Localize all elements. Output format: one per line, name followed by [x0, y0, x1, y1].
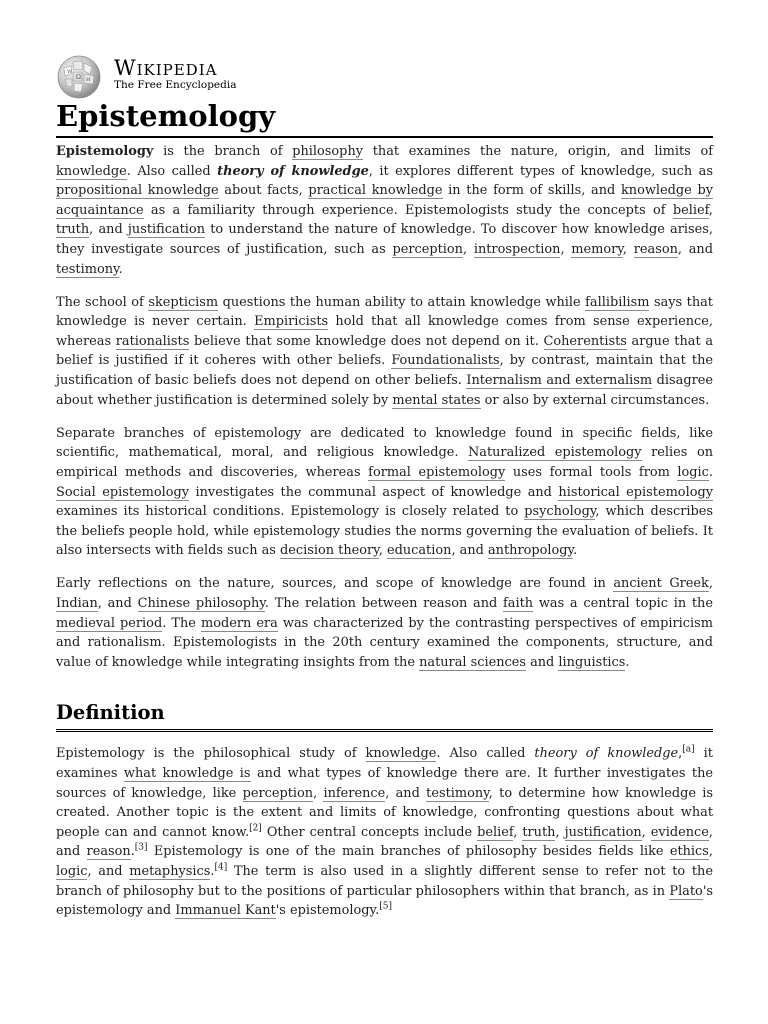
- link-immanuel-kant[interactable]: Immanuel Kant: [175, 903, 276, 919]
- bold-italic-term: theory of knowledge: [217, 163, 369, 179]
- citation-5[interactable]: [5]: [379, 901, 392, 912]
- citation-3[interactable]: [3]: [134, 843, 148, 854]
- link-modern-era[interactable]: modern era: [200, 615, 278, 631]
- link-knowledge[interactable]: knowledge: [56, 163, 127, 179]
- link-education[interactable]: education: [386, 543, 452, 559]
- link-natural-sciences[interactable]: natural sciences: [419, 654, 526, 670]
- paragraph: Separate branches of epistemology are dedicated to knowledge found in specific fields, like scientific, mathematical, moral, and religious knowledge. Naturalized epistemology relies on empirical methods and discoveries, whereas formal epistemology uses formal tools from logic. Social epistemology investigates the communal aspect of knowledge and historical epistemology examines its historical conditions. Epistemology is closely related to psychology, which describes the beliefs people hold, while epistemology studies the norms governing the evaluation of beliefs. It also intersects with fields such as decision theory, education, and anthropology.: [56, 425, 714, 559]
- link-medieval-period[interactable]: medieval period: [56, 615, 163, 631]
- link-formal-epistemology[interactable]: formal epistemology: [368, 464, 506, 480]
- wikipedia-globe-icon[interactable]: [56, 54, 102, 100]
- link-linguistics[interactable]: linguistics: [558, 654, 626, 670]
- link-truth[interactable]: truth: [522, 824, 556, 840]
- link-introspection[interactable]: introspection: [473, 241, 561, 257]
- citation-4[interactable]: [4]: [214, 862, 228, 873]
- link-testimony[interactable]: testimony: [426, 785, 489, 801]
- link-faith[interactable]: faith: [503, 595, 534, 611]
- link-knowledge-by-acquaintance[interactable]: knowledge by acquaintance: [56, 183, 713, 218]
- link-metaphysics[interactable]: metaphysics: [129, 863, 211, 879]
- link-fallibilism[interactable]: fallibilism: [585, 294, 650, 310]
- link-reason[interactable]: reason: [86, 844, 131, 860]
- link-chinese-philosophy[interactable]: Chinese philosophy: [137, 595, 265, 611]
- link-social-epistemology[interactable]: Social epistemology: [56, 484, 190, 500]
- link-inference[interactable]: inference: [323, 785, 386, 801]
- link-ancient-greek[interactable]: ancient Greek: [613, 576, 709, 592]
- article-body: [56, 142, 713, 934]
- paragraph: Early reflections on the nature, sources, and scope of knowledge are found in ancient Greek, Indian, and Chinese philosophy. The relation between reason and faith was a central topic in the medieval period. The modern era was characterized by the contrasting perspectives of empiricism and rationalism. Epistemologists in the 20th century examined the components, structure, and value of knowledge while integrating insights from the natural sciences and linguistics.: [56, 576, 713, 670]
- wordmark-title: Wikipedia: [114, 56, 218, 80]
- link-perception[interactable]: perception: [242, 785, 314, 801]
- link-knowledge[interactable]: knowledge: [365, 746, 437, 762]
- page-title: Epistemology: [56, 96, 713, 138]
- link-logic[interactable]: logic: [56, 863, 88, 879]
- citation-2[interactable]: [2]: [249, 823, 262, 834]
- link-what-knowledge-is[interactable]: what knowledge is: [123, 765, 251, 781]
- svg-text:И: И: [86, 77, 91, 83]
- section-heading-definition: Definition: [56, 700, 713, 732]
- link-philosophy[interactable]: philosophy: [292, 144, 364, 159]
- link-internalism-and-externalism[interactable]: Internalism and externalism: [466, 373, 653, 389]
- paragraph: The school of skepticism questions the human ability to attain knowledge while fallibilism says that knowledge is never certain. Empiricists hold that all knowledge comes from sense experience, whereas rationalists believe that some knowledge does not depend on it. Coherentists argue that a belief is justified if it coheres with other beliefs. Foundationalists, by contrast, maintain that the justification of basic beliefs does not depend on other beliefs. Internalism and externalism disagree about whether justification is determined solely by mental states or also by external circumstances.: [56, 294, 713, 408]
- link-propositional-knowledge[interactable]: propositional knowledge: [56, 183, 219, 199]
- wordmark-tagline: The Free Encyclopedia: [114, 79, 237, 91]
- link-rationalists[interactable]: rationalists: [115, 333, 190, 349]
- link-coherentists[interactable]: Coherentists: [543, 333, 627, 349]
- link-memory[interactable]: memory: [571, 241, 623, 257]
- svg-text:W: W: [67, 69, 73, 75]
- link-indian[interactable]: Indian: [56, 595, 98, 611]
- site-header: [56, 54, 713, 98]
- wordmark[interactable]: [114, 57, 236, 91]
- link-perception[interactable]: perception: [392, 241, 463, 257]
- link-mental-states[interactable]: mental states: [392, 392, 481, 408]
- link-plato[interactable]: Plato: [669, 883, 703, 899]
- svg-text:Ω: Ω: [76, 74, 81, 81]
- link-belief[interactable]: belief: [672, 202, 709, 218]
- link-empiricists[interactable]: Empiricists: [254, 314, 329, 330]
- link-testimony[interactable]: testimony: [56, 261, 119, 277]
- link-logic[interactable]: logic: [677, 464, 709, 480]
- paragraph: Epistemology is the philosophical study of knowledge. Also called theory of knowledge,[a] it examines what knowledge is and what types of knowledge there are. It further investigates the sources of knowledge, like perception, inference, and testimony, to determine how knowledge is created. Another topic is the extent and limits of knowledge, confronting questions about what people can and cannot know.[2] Other central concepts include belief, truth, justification, evidence, and reason.[3] Epistemology is one of the main branches of philosophy besides fields like ethics, logic, and metaphysics.[4] The term is also used in a slightly different sense to refer not to the branch of philosophy but to the positions of particular philosophers within that branch, as in Plato's epistemology and Immanuel Kant's epistemology.[5]: [56, 745, 714, 919]
- link-historical-epistemology[interactable]: historical epistemology: [558, 484, 713, 500]
- link-naturalized-epistemology[interactable]: Naturalized epistemology: [467, 445, 642, 461]
- italic-term: theory of knowledge: [534, 746, 679, 762]
- bold-term: Epistemology: [56, 144, 154, 159]
- link-psychology[interactable]: psychology: [524, 504, 596, 520]
- link-skepticism[interactable]: skepticism: [148, 294, 219, 310]
- link-belief[interactable]: belief: [477, 824, 514, 840]
- link-reason[interactable]: reason: [633, 241, 678, 257]
- citation-a[interactable]: [a]: [682, 745, 695, 756]
- link-justification[interactable]: justification: [564, 824, 642, 840]
- link-ethics[interactable]: ethics: [669, 844, 709, 860]
- link-foundationalists[interactable]: Foundationalists: [391, 353, 500, 369]
- link-practical-knowledge[interactable]: practical knowledge: [308, 183, 443, 199]
- link-truth[interactable]: truth: [56, 222, 90, 238]
- link-justification[interactable]: justification: [127, 222, 205, 238]
- paragraph: Epistemology is the branch of philosophy that examines the nature, origin, and limits of knowledge. Also called theory of knowledge, it explores different types of knowledge, such as propositional knowledge about facts, practical knowledge in the form of skills, and knowledge by acquaintance as a familiarity through experience. Epistemologists study the concepts of belief, truth, and justification to understand the nature of knowledge. To discover how knowledge arises, they investigate sources of justification, such as perception, introspection, memory, reason, and testimony.: [56, 144, 713, 277]
- link-anthropology[interactable]: anthropology: [487, 543, 574, 559]
- link-evidence[interactable]: evidence: [650, 824, 709, 840]
- link-decision-theory[interactable]: decision theory: [280, 543, 379, 559]
